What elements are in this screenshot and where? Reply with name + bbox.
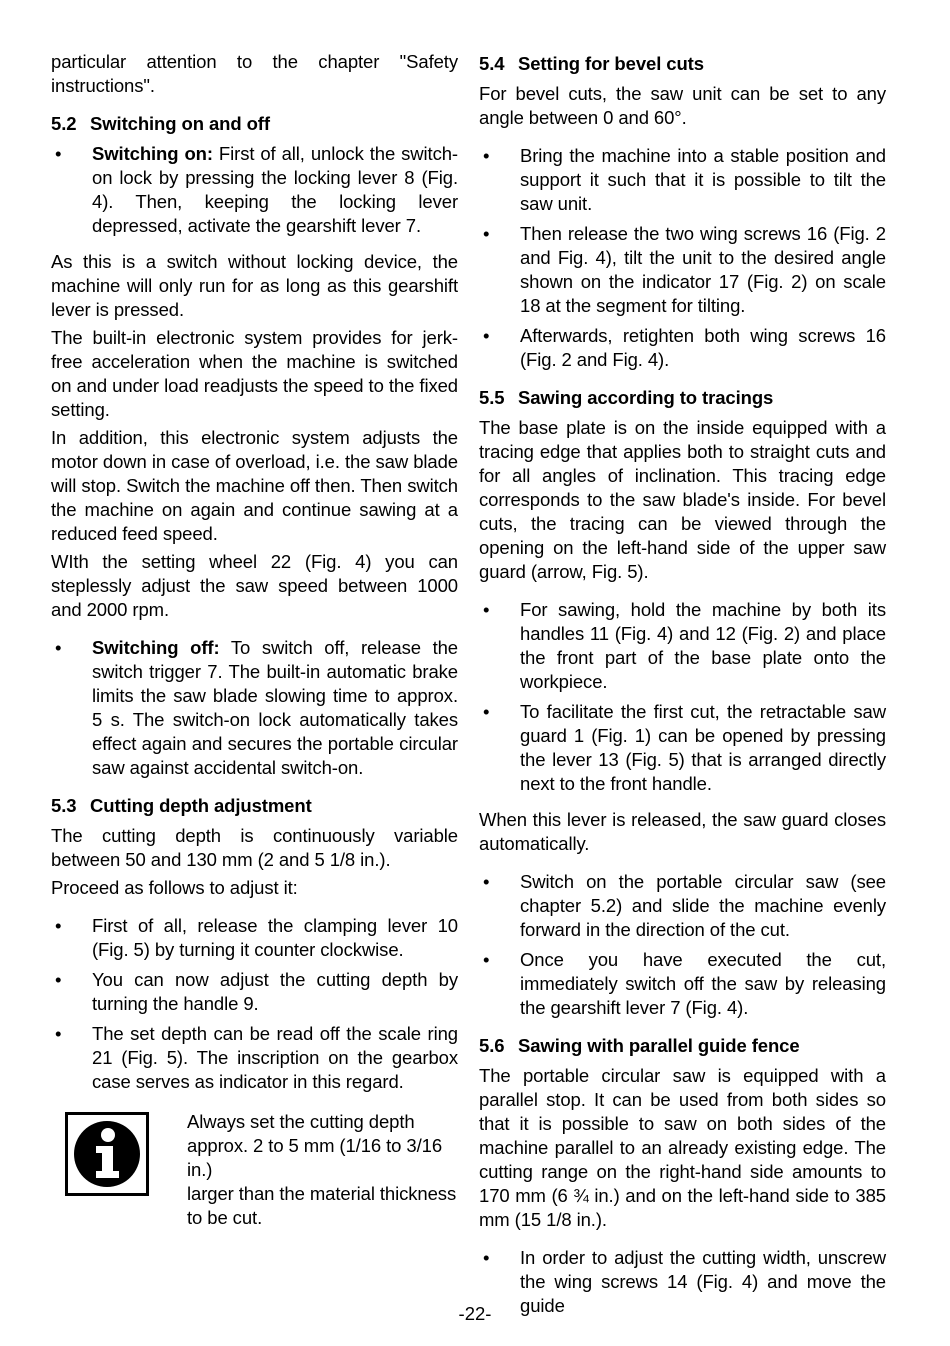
right-column — [479, 50, 886, 1330]
info-line: to be cut. — [187, 1207, 263, 1228]
paragraph: The cutting depth is continuously variable between 50 and 130 mm (2 and 5 1/8 in.). — [51, 825, 458, 870]
list-item: • To facilitate the first cut, the retractable saw guard 1 (Fig. 1) can be opened by pressing the lever 13 (Fig. 5) that is arranged directly next to the front handle. — [479, 700, 886, 796]
list-item: • Switch on the portable circular saw (see chapter 5.2) and slide the machine evenly forward in the direction of the cut. — [479, 870, 886, 942]
info-note — [51, 1110, 458, 1230]
paragraph: The portable circular saw is equipped with a parallel stop. It can be used from both sides so that it is possible to saw on both sides of the machine parallel to an already existing edge. The cutting range on the right-hand side amounts to 170 mm (6 ¾ in.) and on the left-hand side to 385 mm (15 1/8 in.). — [479, 1065, 886, 1230]
list-item: • Once you have executed the cut, immediately switch off the saw by releasing the gearshift lever 7 (Fig. 4). — [479, 948, 886, 1020]
section-5-3-heading — [51, 794, 458, 818]
tracing-steps-list — [479, 598, 886, 796]
list-item: • Afterwards, retighten both wing screws 16 (Fig. 2 and Fig. 4). — [479, 324, 886, 372]
section-number: 5.3 — [51, 795, 77, 816]
list-item — [51, 142, 458, 238]
info-text — [187, 1110, 458, 1230]
bullet-text: First of all, unlock the switch-on lock by pressing the locking lever 8 (Fig. 4). Then, keeping the locking lever depressed, activate the gearshift lever 7. — [92, 143, 458, 236]
depth-steps-list — [51, 914, 458, 1094]
bullet-text: To switch off, release the switch trigger 7. The built-in automatic brake limits the saw blade slowing time to approx. 5 s. The switch-on lock automatically takes effect again and secures the portable circular saw against accidental switch-on. — [92, 637, 458, 778]
section-title: Switching on and off — [90, 113, 270, 134]
bullet-lead: Switching off: — [92, 637, 220, 658]
paragraph: WIth the setting wheel 22 (Fig. 4) you can steplessly adjust the saw speed between 1000 and 2000 rpm. — [51, 551, 458, 620]
section-number: 5.6 — [479, 1035, 505, 1056]
paragraph: Proceed as follows to adjust it: — [51, 877, 298, 898]
section-number: 5.2 — [51, 113, 77, 134]
bevel-steps-list — [479, 144, 886, 372]
info-icon-graphic — [72, 1119, 142, 1189]
section-title: Sawing with parallel guide fence — [518, 1035, 800, 1056]
info-line: Always set the cutting depth — [187, 1111, 415, 1132]
list-item: • The set depth can be read off the scale ring 21 (Fig. 5). The inscription on the gearbox case serves as indicator in this regard. — [51, 1022, 458, 1094]
list-item: • Then release the two wing screws 16 (Fig. 2 and Fig. 4), tilt the unit to the desired angle shown on the indicator 17 (Fig. 2) on scale 18 at the segment for tilting. — [479, 222, 886, 318]
switching-on-list — [51, 142, 458, 238]
paragraph: In addition, this electronic system adjusts the motor down in case of overload, i.e. the saw blade will stop. Switch the machine off then. Then switch the machine on again and continue sawing at a reduced feed speed. — [51, 427, 458, 544]
info-icon — [65, 1112, 149, 1196]
section-5-5-heading — [479, 386, 886, 410]
page-number: -22- — [458, 1303, 492, 1324]
section-number: 5.5 — [479, 387, 505, 408]
list-item: • In order to adjust the cutting width, unscrew the wing screws 14 (Fig. 4) and move the guide — [479, 1246, 886, 1318]
list-item: • First of all, release the clamping lever 10 (Fig. 5) by turning it counter clockwise. — [51, 914, 458, 962]
section-title: Setting for bevel cuts — [518, 53, 704, 74]
list-item — [51, 636, 458, 780]
list-item: • You can now adjust the cutting depth by turning the handle 9. — [51, 968, 458, 1016]
paragraph: As this is a switch without locking device, the machine will only run for as long as this gearshift lever is pressed. — [51, 251, 458, 320]
section-number: 5.4 — [479, 53, 505, 74]
section-title: Sawing according to tracings — [518, 387, 774, 408]
section-5-2-heading — [51, 112, 458, 136]
section-title: Cutting depth adjustment — [90, 795, 312, 816]
paragraph: The built-in electronic system provides for jerk-free acceleration when the machine is switched on and under load readjusts the speed to the fixed setting. — [51, 327, 458, 420]
info-line: larger than the material thickness — [187, 1183, 457, 1204]
paragraph: The base plate is on the inside equipped with a tracing edge that applies both to straight cuts and for all angles of inclination. This tracing edge corresponds to the saw blade's inside. For bevel cuts, the tracing can be viewed through the opening on the left-hand side of the upper saw guard (arrow, Fig. 5). — [479, 417, 886, 582]
paragraph: When this lever is released, the saw guard closes automatically. — [479, 809, 886, 854]
paragraph: For bevel cuts, the saw unit can be set to any angle between 0 and 60°. — [479, 83, 886, 128]
list-item: • For sawing, hold the machine by both its handles 11 (Fig. 4) and 12 (Fig. 2) and place the front part of the base plate onto the workpiece. — [479, 598, 886, 694]
info-line: approx. 2 to 5 mm (1/16 to 3/16 in.) — [187, 1135, 443, 1180]
section-5-6-heading — [479, 1034, 886, 1058]
bullet-lead: Switching on: — [92, 143, 213, 164]
switching-off-list — [51, 636, 458, 780]
intro-paragraph: particular attention to the chapter "Safety instructions". — [51, 51, 458, 96]
list-item: • Bring the machine into a stable position and support it such that it is possible to tilt the saw unit. — [479, 144, 886, 216]
section-5-4-heading — [479, 52, 886, 76]
left-column — [51, 50, 458, 1230]
cutting-steps-list — [479, 870, 886, 1020]
